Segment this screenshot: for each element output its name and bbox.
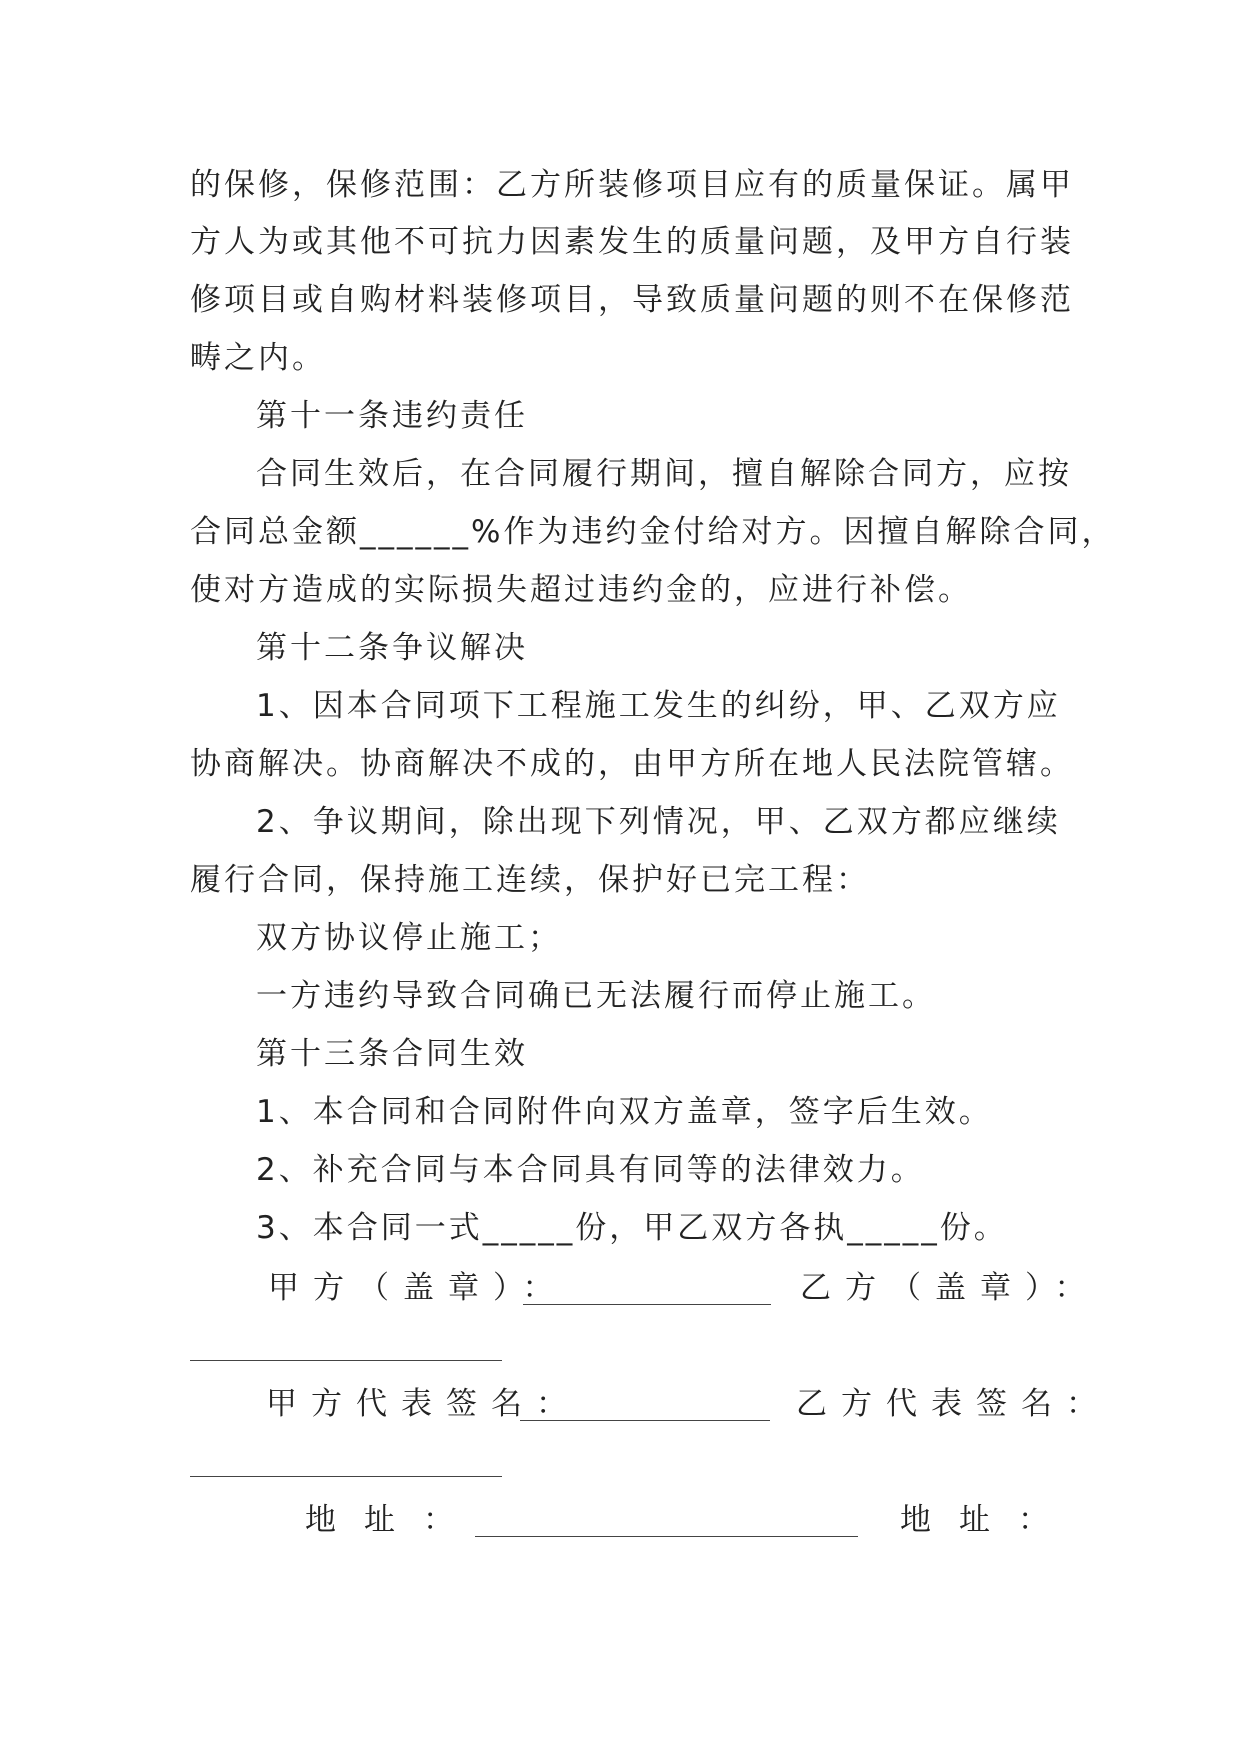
signature-row-address bbox=[190, 1500, 1077, 1540]
text-line: 履行合同，保持施工连续，保护好已完工程： bbox=[190, 862, 870, 898]
section-heading-12: 第十二条争议解决 bbox=[256, 630, 528, 666]
text-line: 合同生效后，在合同履行期间，擅自解除合同方，应按 bbox=[256, 456, 1072, 492]
signature-row-seal bbox=[190, 1268, 1100, 1308]
text-line: 一方违约导致合同确已无法履行而停止施工。 bbox=[256, 978, 936, 1014]
address-b-label: 地址： bbox=[900, 1502, 1077, 1538]
text-line: 方人为或其他不可抗力因素发生的质量问题，及甲方自行装 bbox=[190, 224, 1074, 260]
section-heading-11: 第十一条违约责任 bbox=[256, 398, 528, 434]
text-line: 双方协议停止施工； bbox=[256, 920, 562, 956]
signature-row-representative bbox=[190, 1384, 1111, 1424]
party-b-seal-line bbox=[190, 1360, 502, 1361]
text-line: 2、争议期间，除出现下列情况，甲、乙双方都应继续 bbox=[256, 804, 1061, 840]
section-heading-13: 第十三条合同生效 bbox=[256, 1036, 528, 1072]
address-a-line bbox=[475, 1536, 858, 1537]
text-line: 的保修，保修范围：乙方所装修项目应有的质量保证。属甲 bbox=[190, 167, 1074, 203]
text-line: 2、补充合同与本合同具有同等的法律效力。 bbox=[256, 1152, 925, 1188]
text-line: 使对方造成的实际损失超过违约金的，应进行补偿。 bbox=[190, 572, 972, 608]
party-b-seal-label: 乙方（盖章）： bbox=[800, 1270, 1100, 1306]
party-a-seal-line bbox=[523, 1304, 771, 1305]
address-a-label: 地址： bbox=[305, 1502, 482, 1538]
text-line: 协商解决。协商解决不成的，由甲方所在地人民法院管辖。 bbox=[190, 746, 1074, 782]
party-a-rep-label: 甲方代表签名： bbox=[266, 1386, 581, 1422]
text-line: 畴之内。 bbox=[190, 340, 326, 376]
party-a-rep-line bbox=[520, 1420, 770, 1421]
party-b-rep-line bbox=[190, 1476, 502, 1477]
text-line: 修项目或自购材料装修项目，导致质量问题的则不在保修范 bbox=[190, 282, 1074, 318]
party-b-rep-label: 乙方代表签名： bbox=[796, 1386, 1111, 1422]
text-line: 3、本合同一式_____份，甲乙双方各执_____份。 bbox=[256, 1210, 1008, 1246]
text-line: 1、本合同和合同附件向双方盖章，签字后生效。 bbox=[256, 1094, 993, 1130]
text-line: 合同总金额______%作为违约金付给对方。因擅自解除合同， bbox=[190, 514, 1116, 550]
text-line: 1、因本合同项下工程施工发生的纠纷，甲、乙双方应 bbox=[256, 688, 1061, 724]
party-a-seal-label: 甲方（盖章）： bbox=[268, 1270, 568, 1306]
